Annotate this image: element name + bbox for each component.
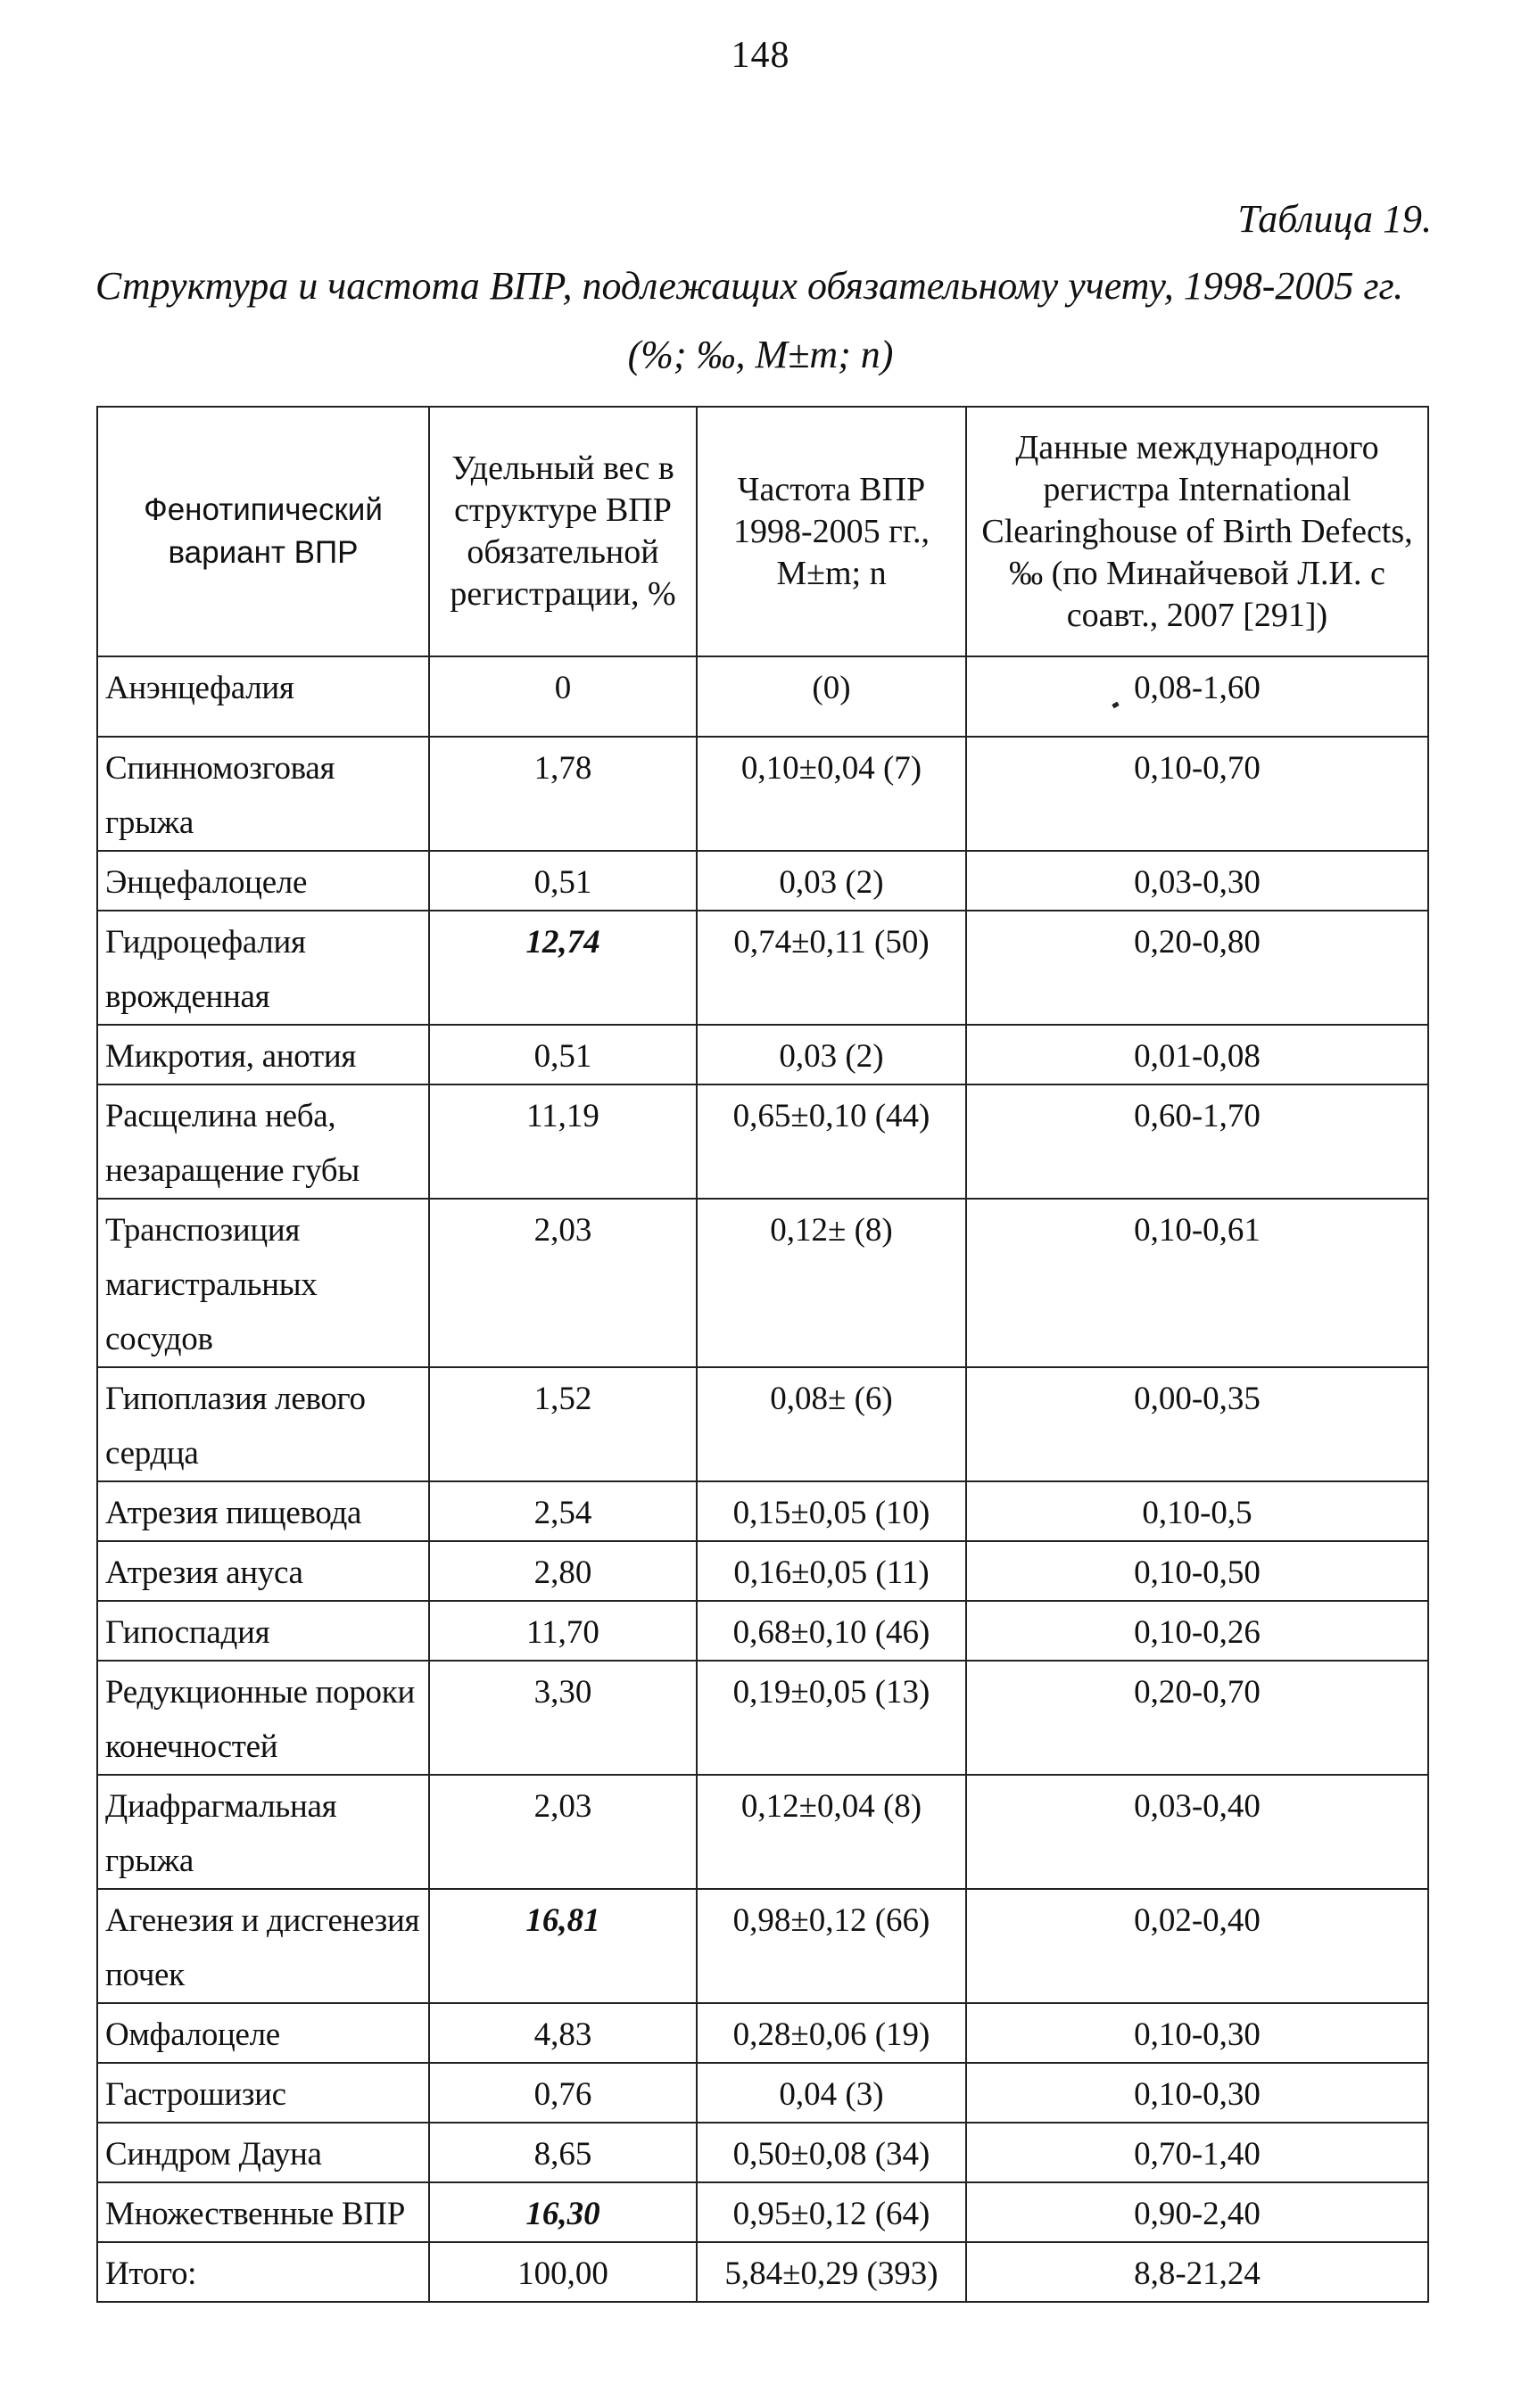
cell-phenotype: Атрезия ануса (97, 1541, 429, 1601)
table-row (97, 2182, 1428, 2242)
cell-share: 11,70 (429, 1601, 697, 1661)
cell-frequency: 0,15±0,05 (10) (697, 1481, 966, 1541)
cell-international: 0,10-0,30 (966, 2003, 1428, 2063)
table-row (97, 2063, 1428, 2123)
cell-frequency: 0,19±0,05 (13) (697, 1661, 966, 1775)
cell-phenotype: Транспозиция магистральных сосудов (97, 1199, 429, 1367)
cell-phenotype: Диафрагмальная грыжа (97, 1775, 429, 1889)
table-row (97, 1367, 1428, 1481)
table-row (97, 656, 1428, 737)
cell-frequency: 5,84±0,29 (393) (697, 2242, 966, 2302)
cell-phenotype: Гидроцефалия врожденная (97, 911, 429, 1025)
table-row (97, 737, 1428, 851)
cell-frequency: 0,04 (3) (697, 2063, 966, 2123)
table-row (97, 2003, 1428, 2063)
cell-share: 1,52 (429, 1367, 697, 1481)
cell-international: 0,08-1,60 (966, 656, 1428, 737)
cell-frequency: 0,74±0,11 (50) (697, 911, 966, 1025)
table-number: Таблица 19. (1237, 197, 1432, 241)
cell-frequency: 0,28±0,06 (19) (697, 2003, 966, 2063)
cell-phenotype: Синдром Дауна (97, 2123, 429, 2182)
cell-international: 0,10-0,26 (966, 1601, 1428, 1661)
cell-international: 0,00-0,35 (966, 1367, 1428, 1481)
table-row (97, 1481, 1428, 1541)
table-row (97, 911, 1428, 1025)
cell-share: 100,00 (429, 2242, 697, 2302)
cell-phenotype: Омфалоцеле (97, 2003, 429, 2063)
cell-phenotype: Гипоспадия (97, 1601, 429, 1661)
cell-share: 2,80 (429, 1541, 697, 1601)
cell-share: 8,65 (429, 2123, 697, 2182)
cell-phenotype: Итого: (97, 2242, 429, 2302)
table-row (97, 1661, 1428, 1775)
cell-frequency: 0,16±0,05 (11) (697, 1541, 966, 1601)
table-row (97, 1889, 1428, 2003)
cell-frequency: 0,12±0,04 (8) (697, 1775, 966, 1889)
cell-phenotype: Энцефалоцеле (97, 851, 429, 911)
table-body (97, 656, 1428, 2302)
cell-international: 0,60-1,70 (966, 1084, 1428, 1199)
table-header-row (97, 407, 1428, 656)
cell-phenotype: Гастрошизис (97, 2063, 429, 2123)
cell-phenotype: Анэнцефалия (97, 656, 429, 737)
cell-frequency: 0,50±0,08 (34) (697, 2123, 966, 2182)
cell-share: 0,76 (429, 2063, 697, 2123)
cell-international: 0,03-0,40 (966, 1775, 1428, 1889)
cell-share: 0,51 (429, 1025, 697, 1084)
table-row (97, 2123, 1428, 2182)
cell-frequency: 0,12± (8) (697, 1199, 966, 1367)
cell-phenotype: Агенезия и дисгенезия почек (97, 1889, 429, 2003)
cell-frequency: 0,98±0,12 (66) (697, 1889, 966, 2003)
cell-share: 0,51 (429, 851, 697, 911)
cell-international: 0,02-0,40 (966, 1889, 1428, 2003)
cell-frequency: 0,03 (2) (697, 1025, 966, 1084)
cell-frequency: 0,10±0,04 (7) (697, 737, 966, 851)
cell-international: 0,03-0,30 (966, 851, 1428, 911)
cell-phenotype: Микротия, анотия (97, 1025, 429, 1084)
cell-frequency: 0,08± (6) (697, 1367, 966, 1481)
cell-international: 0,10-0,70 (966, 737, 1428, 851)
table-row (97, 1084, 1428, 1199)
cell-share: 16,30 (429, 2182, 697, 2242)
cell-international: 0,10-0,5 (966, 1481, 1428, 1541)
cell-frequency: 0,95±0,12 (64) (697, 2182, 966, 2242)
cell-phenotype: Спинномозговая грыжа (97, 737, 429, 851)
cell-frequency: 0,65±0,10 (44) (697, 1084, 966, 1199)
page-number: 148 (731, 35, 790, 76)
cell-phenotype: Редукционные пороки конечностей (97, 1661, 429, 1775)
cell-phenotype: Множественные ВПР (97, 2182, 429, 2242)
cell-international: 8,8-21,24 (966, 2242, 1428, 2302)
cell-phenotype: Гипоплазия левого сердца (97, 1367, 429, 1481)
cell-international: 0,20-0,70 (966, 1661, 1428, 1775)
cell-frequency: 0,68±0,10 (46) (697, 1601, 966, 1661)
cell-share: 12,74 (429, 911, 697, 1025)
table-row-total (97, 2242, 1428, 2302)
table-row (97, 1775, 1428, 1889)
cell-share: 2,54 (429, 1481, 697, 1541)
cell-share: 11,19 (429, 1084, 697, 1199)
table-units: (%; ‰, M±m; n) (627, 333, 894, 376)
cell-share: 16,81 (429, 1889, 697, 2003)
cell-frequency: (0) (697, 656, 966, 737)
header-share: Удельный вес в структуре ВПР обязательной регистрации, % (429, 407, 697, 656)
cell-share: 3,30 (429, 1661, 697, 1775)
cell-international: 0,10-0,50 (966, 1541, 1428, 1601)
table-row (97, 1025, 1428, 1084)
cell-share: 0 (429, 656, 697, 737)
table-row (97, 1601, 1428, 1661)
table-title: Структура и частота ВПР, подлежащих обязательному учету, 1998-2005 гг. (95, 264, 1404, 308)
cell-share: 4,83 (429, 2003, 697, 2063)
cell-international: 0,70-1,40 (966, 2123, 1428, 2182)
cell-share: 2,03 (429, 1199, 697, 1367)
header-frequency: Частота ВПР 1998-2005 гг., M±m; n (697, 407, 966, 656)
header-phenotype: Фенотипический вариант ВПР (97, 407, 429, 656)
table-row (97, 1199, 1428, 1367)
cell-international: 0,20-0,80 (966, 911, 1428, 1025)
cell-international: 0,10-0,30 (966, 2063, 1428, 2123)
header-international-registry: Данные международного регистра International Clearinghouse of Birth Defects, ‰ (по Минайчевой Л.И. с соавт., 2007 [291]) (966, 407, 1428, 656)
data-table (96, 406, 1429, 2303)
table-row (97, 851, 1428, 911)
cell-phenotype: Атрезия пищевода (97, 1481, 429, 1541)
cell-share: 1,78 (429, 737, 697, 851)
table-row (97, 1541, 1428, 1601)
cell-international: 0,10-0,61 (966, 1199, 1428, 1367)
cell-share: 2,03 (429, 1775, 697, 1889)
cell-international: 0,01-0,08 (966, 1025, 1428, 1084)
cell-international: 0,90-2,40 (966, 2182, 1428, 2242)
cell-phenotype: Расщелина неба, незаращение губы (97, 1084, 429, 1199)
cell-frequency: 0,03 (2) (697, 851, 966, 911)
